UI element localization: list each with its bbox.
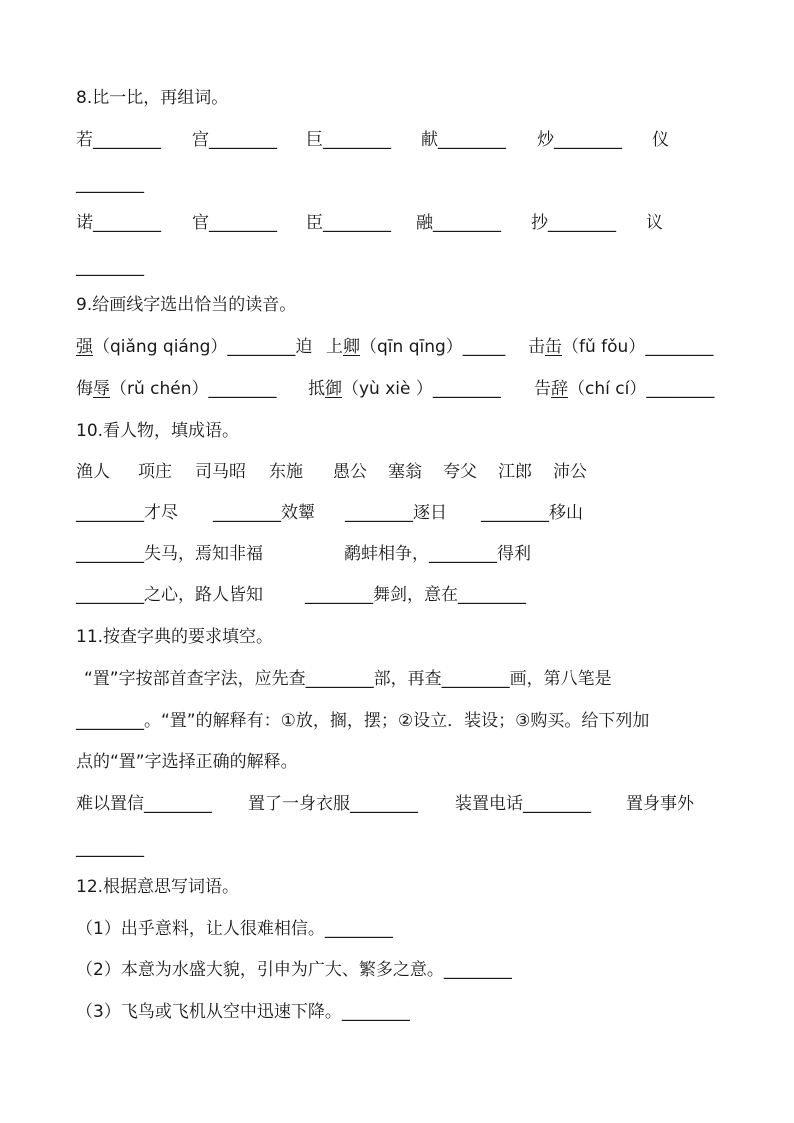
q12-item: （1）出乎意料，让人很难相信。________ xyxy=(76,919,393,939)
q8-item: 仪 xyxy=(652,130,669,150)
q10-idiom: ________才尽 xyxy=(76,503,178,523)
q8-row2-wrap: ________ xyxy=(76,257,144,277)
q8-item: 宫________ xyxy=(192,130,277,150)
q11-paragraph-line: “置”字按部首查字法，应先查________部，再查________画，第八笔是 xyxy=(84,669,612,689)
q10-idiom: ________之心，路人皆知 xyxy=(76,585,263,605)
q9-item-options: （rǔ chén）________ xyxy=(110,379,277,399)
q8-item: 巨________ xyxy=(306,130,391,150)
q9-item-prefix: 告 xyxy=(534,379,551,399)
q9-underlined-char: 御 xyxy=(325,379,342,399)
q12-title: 12.根据意思写词语。 xyxy=(76,877,240,897)
q9-item xyxy=(308,377,501,401)
q8-item: 臣________ xyxy=(306,213,391,233)
q11-item: 难以置信________ xyxy=(76,794,212,814)
q8-item: 议 xyxy=(646,213,663,233)
q10-name: 塞翁 xyxy=(388,462,422,482)
q12-item: （2）本意为水盛大貌，引申为广大、繁多之意。________ xyxy=(76,960,512,980)
q11-item: 置身事外 xyxy=(626,794,694,814)
q11-item: 装置电话________ xyxy=(455,794,591,814)
q10-title: 10.看人物，填成语。 xyxy=(76,421,240,441)
q10-idiom: ________舞剑，意在________ xyxy=(305,585,526,605)
q9-item-prefix: 抵 xyxy=(308,379,325,399)
q9-title: 9.给画线字选出恰当的读音。 xyxy=(76,295,297,315)
q9-item-options: （qīn qīng）_____ xyxy=(360,337,506,357)
q8-item: 若________ xyxy=(76,130,161,150)
q10-idiom: ________移山 xyxy=(481,503,583,523)
q9-item xyxy=(534,377,714,401)
q10-idiom: ________逐日 xyxy=(345,503,447,523)
q9-item-options: （qiǎng qiáng）________迫 xyxy=(93,337,313,357)
q9-underlined-char: 缶 xyxy=(545,337,562,357)
q11-paragraph-line: 点的“置”字选择正确的解释。 xyxy=(76,752,298,772)
q9-underlined-char: 辱 xyxy=(93,379,110,399)
q11-paragraph-line: ________。“置”的解释有：①放，搁，摆；②设立．装设；③购买。给下列加 xyxy=(76,711,650,731)
q10-idiom: 鹬蚌相争，________得利 xyxy=(344,544,531,564)
q9-item xyxy=(76,377,277,401)
q8-item: 融________ xyxy=(416,213,501,233)
q9-item-prefix: 上 xyxy=(326,337,343,357)
q8-item: 官________ xyxy=(192,213,277,233)
q10-name: 项庄 xyxy=(138,462,172,482)
q9-underlined-char: 辞 xyxy=(551,379,568,399)
q9-underlined-char: 强 xyxy=(76,337,93,357)
q10-name: 东施 xyxy=(269,462,303,482)
q8-item: 诺________ xyxy=(76,213,161,233)
q10-idiom: ________失马，焉知非福 xyxy=(76,544,263,564)
q10-name: 沛公 xyxy=(553,462,587,482)
q9-item-options: （yù xiè ）________ xyxy=(342,379,501,399)
q10-idiom: ________效颦 xyxy=(213,503,315,523)
q9-item xyxy=(326,335,505,359)
q8-item: 抄________ xyxy=(531,213,616,233)
q8-title: 8.比一比，再组词。 xyxy=(76,88,229,108)
q10-name: 愚公 xyxy=(333,462,367,482)
q9-underlined-char: 卿 xyxy=(343,337,360,357)
q11-title: 11.按查字典的要求填空。 xyxy=(76,627,274,647)
q11-row-wrap: ________ xyxy=(76,838,144,858)
q8-item: 献________ xyxy=(421,130,506,150)
q8-item: 炒________ xyxy=(537,130,622,150)
q10-name: 司马昭 xyxy=(195,462,246,482)
q11-item: 置了一身衣服________ xyxy=(248,794,418,814)
q12-item: （3）飞鸟或飞机从空中迅速下降。________ xyxy=(76,1002,410,1022)
q8-row1-wrap: ________ xyxy=(76,174,144,194)
q9-item xyxy=(528,335,713,359)
q10-name: 夸父 xyxy=(443,462,477,482)
q10-name: 渔人 xyxy=(76,462,110,482)
q9-item-options: （fǔ fǒu）________ xyxy=(562,337,714,357)
q9-item xyxy=(76,335,312,359)
q9-item-prefix: 侮 xyxy=(76,379,93,399)
q9-item-prefix: 击 xyxy=(528,337,545,357)
q9-item-options: （chí cí）________ xyxy=(568,379,715,399)
q10-name: 江郎 xyxy=(498,462,532,482)
